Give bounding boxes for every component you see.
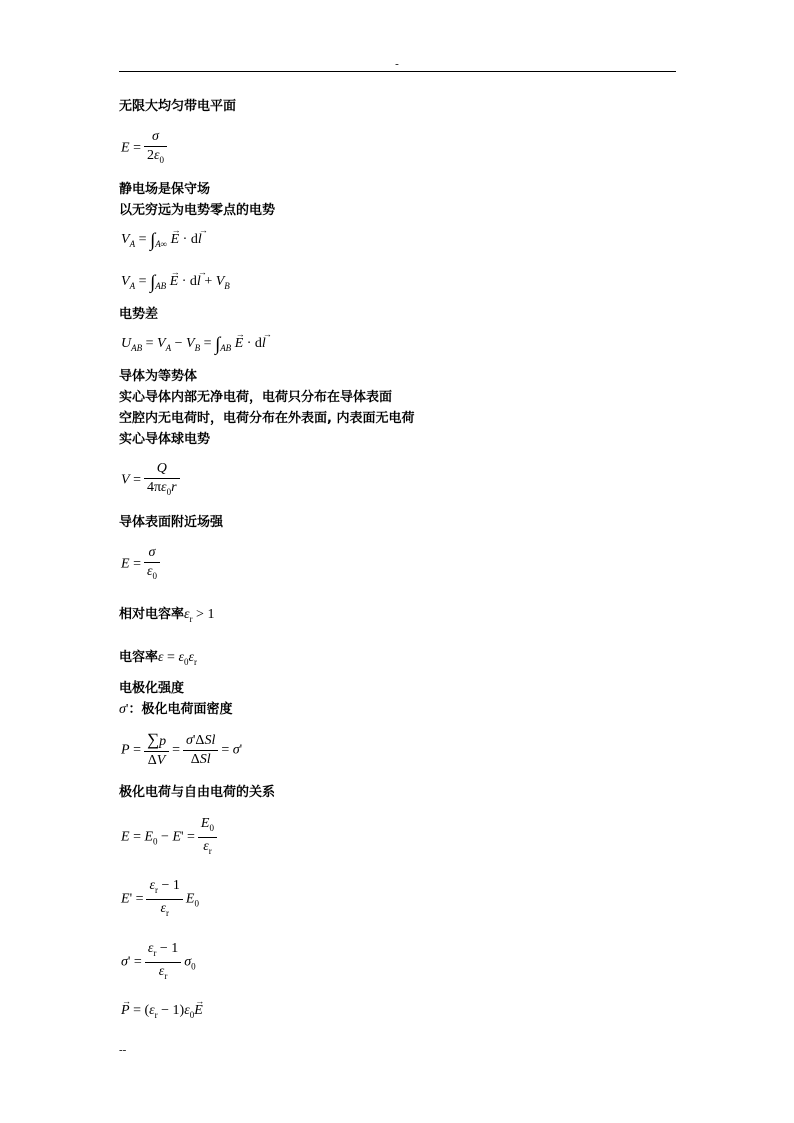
heading-potential-difference: 电势差 bbox=[119, 307, 159, 322]
equation-plane-field: E = $\frac{\sigma}{2\varepsilon_0}$ bbox=[121, 128, 170, 169]
equation-sphere-potential: V = $\frac{Q}{4\pi\varepsilon_0r}$ bbox=[121, 460, 183, 501]
heading-permittivity bbox=[119, 648, 197, 672]
polarization-charge-label: ：极化电荷面密度 bbox=[128, 702, 233, 717]
equation-surface-field: E = $\frac{\sigma}{\varepsilon_0}$ bbox=[121, 544, 163, 585]
heading-potential-infinity: 以无穷远为电势零点的电势 bbox=[119, 203, 276, 218]
equation-relative-permittivity: $\varepsilon_r > 1$ bbox=[184, 607, 215, 624]
equation-polarization: P = $\frac{\sum p}{\Delta V}$ = $\frac{\text{σ'ΔSl}}{\text{ΔSl}}$ = σ' bbox=[121, 730, 243, 768]
heading-sphere-potential: 实心导体球电势 bbox=[119, 432, 211, 447]
sigma-prime-symbol: σ' bbox=[119, 702, 129, 717]
heading-surface-field: 导体表面附近场强 bbox=[119, 515, 224, 530]
text-polarization-charge-density bbox=[119, 700, 232, 720]
equation-induced-field: E' = $\frac{\varepsilon_r - 1}{\varepsilon_r}$ $E_0$ bbox=[121, 877, 199, 922]
equation-permittivity: $\varepsilon = \varepsilon_0\varepsilon_r$ bbox=[158, 650, 198, 667]
heading-equipotential-conductor: 导体为等势体 bbox=[119, 369, 198, 384]
text-solid-conductor-charge: 实心导体内部无净电荷，电荷只分布在导体表面 bbox=[119, 390, 393, 405]
footer-page-mark: -- bbox=[119, 1044, 127, 1056]
equation-potential-difference: $U_{AB} = V_A - V_B = \int_{AB} \to E \cdot d\to l$ bbox=[121, 335, 266, 357]
heading-relative-permittivity bbox=[119, 605, 214, 629]
header-rule bbox=[119, 71, 676, 72]
header-page-mark: - bbox=[395, 58, 399, 70]
heading-polarization-free-charge: 极化电荷与自由电荷的关系 bbox=[119, 785, 276, 800]
heading-conservative-field: 静电场是保守场 bbox=[119, 182, 211, 197]
equation-potential-infinity: $V_A = \int_{A\infty} \to E \cdot d\to l$ bbox=[121, 231, 202, 253]
permittivity-label: 电容率 bbox=[119, 650, 159, 665]
heading-infinite-plane: 无限大均匀带电平面 bbox=[119, 99, 237, 114]
equation-field-reduction: $E = E_0 - E'$ = $\frac{E_0}{\varepsilon_r}$ bbox=[121, 815, 220, 860]
equation-induced-charge: σ' = $\frac{\varepsilon_r - 1}{\varepsilon_r}$ $\sigma_0$ bbox=[121, 940, 196, 985]
heading-polarization: 电极化强度 bbox=[119, 681, 185, 696]
relative-permittivity-label: 相对电容率 bbox=[119, 607, 185, 622]
equation-potential-reference: $V_A = \int_{AB} \to E \cdot d\to l + V_B$ bbox=[121, 273, 230, 295]
text-cavity-charge: 空腔内无电荷时，电荷分布在外表面, 内表面无电荷 bbox=[119, 411, 415, 426]
equation-polarization-vector: → $P = (\varepsilon_r - 1)\varepsilon_0\to E$ bbox=[121, 1002, 203, 1024]
